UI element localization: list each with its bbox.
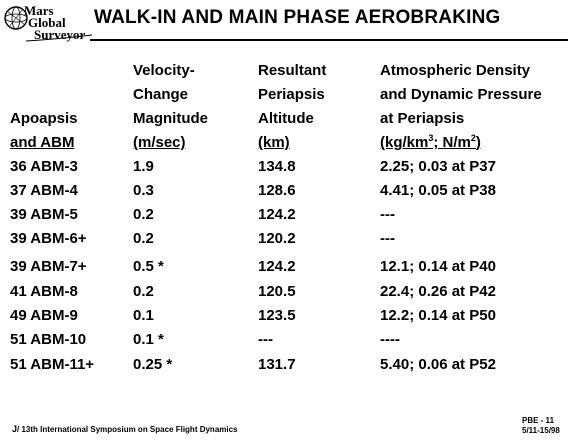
footer-date: 5/11-15/98	[522, 426, 560, 435]
logo-line-global: Global	[28, 15, 66, 30]
header-and-abm: and ABM	[10, 134, 75, 151]
cell-velocity-change: 0.2	[133, 206, 154, 223]
cell-velocity-change: 0.1 *	[133, 331, 164, 348]
title-divider	[90, 39, 568, 41]
cell-altitude: 120.5	[258, 283, 296, 300]
cell-velocity-change: 0.2	[133, 283, 154, 300]
cell-apoapsis: 51 ABM-10	[10, 331, 87, 348]
footer-page-info	[522, 416, 560, 436]
cell-apoapsis: 39 ABM-6+	[10, 230, 87, 247]
header-altitude: Altitude	[258, 110, 314, 127]
cell-density-pressure: 4.41; 0.05 at P38	[380, 182, 496, 199]
table-row	[0, 283, 576, 305]
cell-altitude: 128.6	[258, 182, 296, 199]
table-row	[0, 307, 576, 329]
cell-velocity-change: 0.3	[133, 182, 154, 199]
cell-apoapsis: 41 ABM-8	[10, 283, 78, 300]
cell-altitude: 124.2	[258, 258, 296, 275]
header-atmospheric-density: Atmospheric Density	[380, 62, 531, 79]
cell-apoapsis: 51 ABM-11+	[10, 356, 95, 373]
table-row	[0, 182, 576, 204]
cell-density-pressure: ---	[380, 206, 395, 223]
cell-altitude: ---	[258, 331, 273, 348]
header-km: (km)	[258, 134, 290, 151]
mgs-logo	[4, 2, 104, 44]
cell-altitude: 134.8	[258, 158, 296, 175]
cell-velocity-change: 0.5 *	[133, 258, 164, 275]
table-row	[0, 331, 576, 353]
footer-conference-text: / 13th International Symposium on Space Flight Dynamics	[17, 425, 238, 434]
footer-page-code: PBE - 11	[522, 416, 555, 425]
cell-density-pressure: 22.4; 0.26 at P42	[380, 283, 496, 300]
table-row	[0, 206, 576, 228]
header-at-periapsis: at Periapsis	[380, 110, 465, 127]
logo-line-mars: Mars	[24, 3, 54, 18]
cell-velocity-change: 1.9	[133, 158, 154, 175]
cell-apoapsis: 49 ABM-9	[10, 307, 78, 324]
table-row	[0, 258, 576, 280]
header-velocity: Velocity-	[133, 62, 195, 79]
cell-altitude: 120.2	[258, 230, 296, 247]
cell-altitude: 124.2	[258, 206, 296, 223]
cell-density-pressure: 12.2; 0.14 at P50	[380, 307, 496, 324]
header-magnitude: Magnitude	[133, 110, 208, 127]
cell-apoapsis: 39 ABM-7+	[10, 258, 87, 275]
cell-apoapsis: 37 ABM-4	[10, 182, 78, 199]
table-row	[0, 230, 576, 252]
cell-velocity-change: 0.1	[133, 307, 154, 324]
header-dynamic-pressure: and Dynamic Pressure	[380, 86, 542, 103]
jpl-logo-mark: J	[12, 424, 18, 434]
cell-density-pressure: ----	[380, 331, 400, 348]
cell-density-pressure: 5.40; 0.06 at P52	[380, 356, 496, 373]
header-periapsis: Periapsis	[258, 86, 325, 103]
cell-apoapsis: 36 ABM-3	[10, 158, 78, 175]
header-resultant: Resultant	[258, 62, 327, 79]
cell-density-pressure: 12.1; 0.14 at P40	[380, 258, 496, 275]
cell-altitude: 123.5	[258, 307, 296, 324]
header-m-per-sec: (m/sec)	[133, 134, 186, 151]
header-apoapsis: Apoapsis	[10, 110, 78, 127]
header-units: ($kg/km^3$; $N/m^2$)	[380, 133, 481, 151]
cell-density-pressure: 2.25; 0.03 at P37	[380, 158, 496, 175]
cell-velocity-change: 0.2	[133, 230, 154, 247]
cell-apoapsis: 39 ABM-5	[10, 206, 78, 223]
cell-altitude: 131.7	[258, 356, 296, 373]
footer-conference	[12, 424, 238, 434]
page-title: WALK-IN AND MAIN PHASE AEROBRAKING	[94, 7, 501, 28]
cell-density-pressure: ---	[380, 230, 395, 247]
table-row	[0, 356, 576, 378]
table-row	[0, 158, 576, 180]
cell-velocity-change: 0.25 *	[133, 356, 173, 373]
logo-line-surveyor: Surveyor	[34, 27, 86, 42]
header-change: Change	[133, 86, 189, 103]
